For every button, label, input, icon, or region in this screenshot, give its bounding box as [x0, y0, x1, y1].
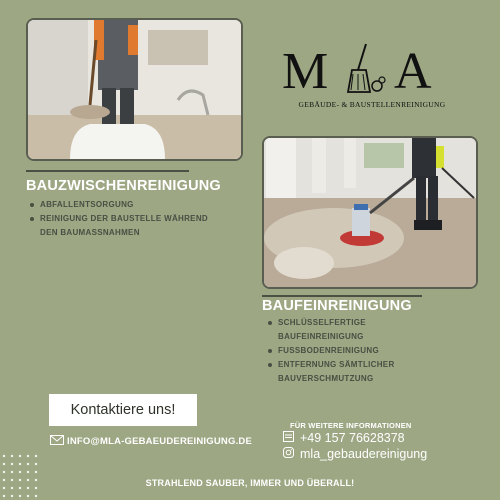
instagram-line	[283, 447, 427, 461]
email-link[interactable]: INFO@MLA-GEBAEUDEREINIGUNG.DE	[67, 435, 253, 447]
instagram-icon	[283, 447, 294, 461]
email-line	[50, 434, 252, 448]
logo-letter-a: A	[394, 43, 433, 100]
phone-icon	[283, 431, 294, 445]
list-item: BAUFEINREINIGUNG	[278, 332, 364, 341]
construction-cleaning-photo	[26, 18, 243, 161]
instagram-handle[interactable]: mla_gebaudereinigung	[300, 447, 428, 461]
list-item: BAUVERSCHMUTZUNG	[278, 374, 374, 383]
section-2-title: BAUFEINREINIGUNG	[262, 298, 412, 314]
section-1-list	[28, 198, 208, 240]
list-item: REINIGUNG DER BAUSTELLE WÄHREND	[28, 212, 208, 226]
phone-number[interactable]: +49 157 76628378	[300, 431, 405, 445]
list-item: ENTFERNUNG SÄMTLICHER	[266, 358, 395, 372]
section-1-divider	[26, 170, 189, 172]
footer-slogan: STRAHLEND SAUBER, IMMER UND ÜBERALL!	[145, 478, 355, 488]
list-item: ABFALLENTSORGUNG	[28, 198, 208, 212]
list-item: FUSSBODENREINIGUNG	[266, 344, 395, 358]
contact-button[interactable]: Kontaktiere uns!	[49, 394, 197, 426]
logo-subtitle: GEBÄUDE- & BAUSTELLENREINIGUNG	[298, 100, 446, 109]
list-item: DEN BAUMASSNAHMEN	[40, 228, 140, 237]
broom-icon	[344, 42, 388, 103]
email-icon	[50, 434, 64, 448]
floor-cleaning-photo	[262, 136, 478, 289]
phone-line	[283, 431, 405, 445]
info-heading: FÜR WEITERE INFORMATIONEN	[290, 421, 412, 430]
dot-pattern-decoration	[0, 452, 40, 500]
list-item: SCHLÜSSELFERTIGE	[266, 316, 395, 330]
logo-letter-m: M	[282, 43, 330, 100]
section-2-list	[266, 316, 395, 386]
company-logo	[282, 42, 462, 112]
section-1-title: BAUZWISCHENREINIGUNG	[26, 178, 221, 194]
section-2-divider	[262, 295, 422, 297]
